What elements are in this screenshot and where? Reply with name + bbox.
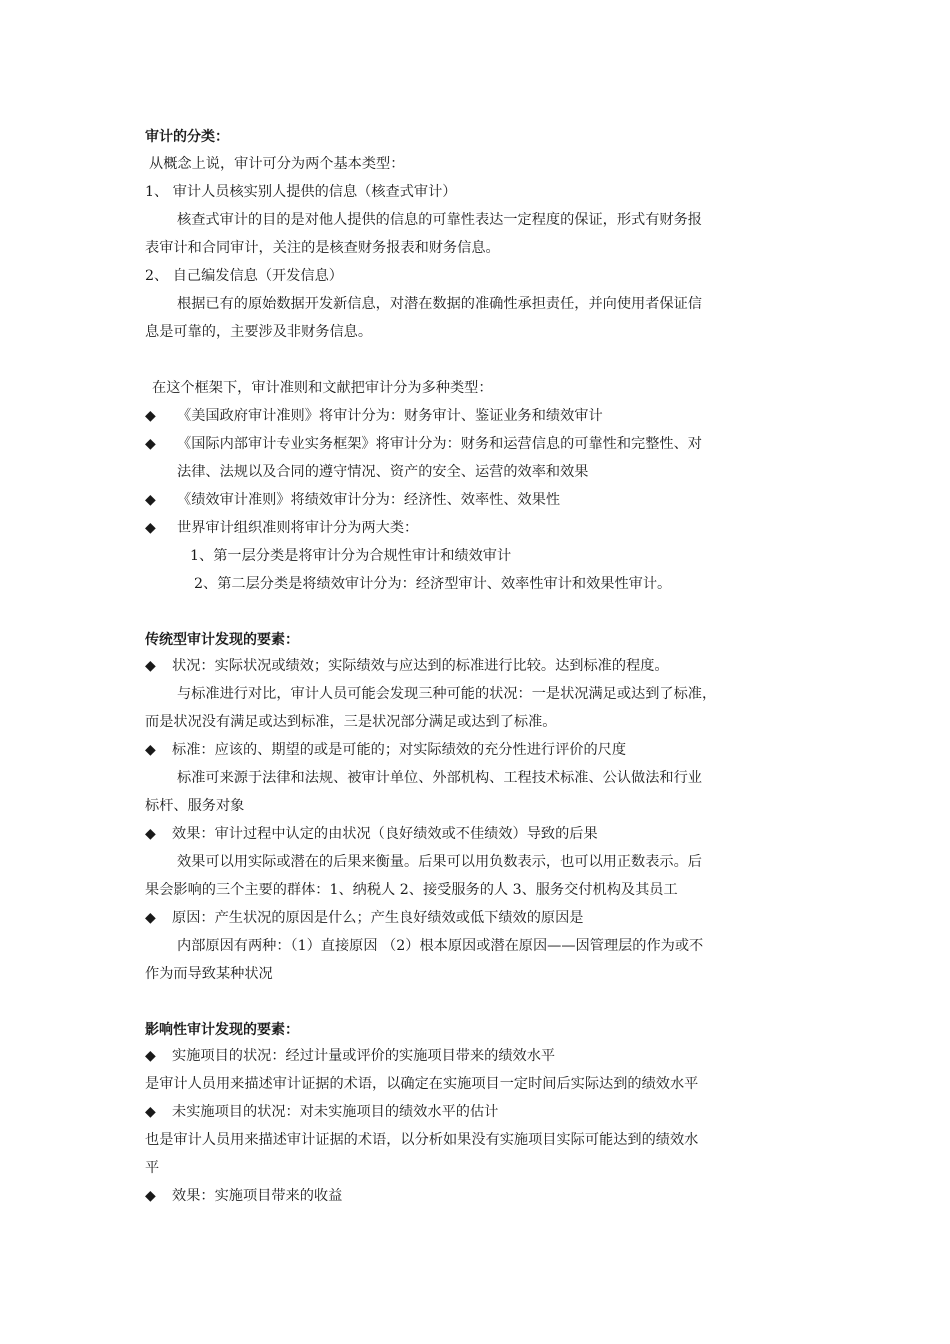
paragraph: 与标准进行对比，审计人员可能会发现三种可能的状况：一是状况满足或达到了标准， [177,686,717,702]
list-item: 效果：审计过程中认定的由状况（良好绩效或不佳绩效）导致的后果 [172,826,598,842]
list-item: 实施项目的状况：经过计量或评价的实施项目带来的绩效水平 [172,1048,556,1064]
list-item: 世界审计组织准则将审计分为两大类： [177,520,419,536]
bullet-icon: ◆ [145,1048,156,1064]
list-item: 原因：产生状况的原因是什么；产生良好绩效或低下绩效的原因是 [172,910,584,926]
heading-traditional: 传统型审计发现的要素： [145,632,299,648]
paragraph: 而是状况没有满足或达到标准，三是状况部分满足或达到了标准。 [145,714,557,730]
list-item: 《国际内部审计专业实务框架》将审计分为：财务和运营信息的可靠性和完整性、对 [177,436,702,452]
list-item: 《美国政府审计准则》将审计分为：财务审计、鉴证业务和绩效审计 [177,408,603,424]
bullet-icon: ◆ [145,658,156,674]
list-item: 标准：应该的、期望的或是可能的；对实际绩效的充分性进行评价的尺度 [172,742,627,758]
sub-item: 2、第二层分类是将绩效审计分为：经济型审计、效率性审计和效果性审计。 [194,576,672,592]
list-item: 《绩效审计准则》将绩效审计分为：经济性、效率性、效果性 [177,492,561,508]
paragraph: 果会影响的三个主要的群体：1、纳税人 2、接受服务的人 3、服务交付机构及其员工 [145,882,678,898]
list-item: 未实施项目的状况：对未实施项目的绩效水平的估计 [172,1104,499,1120]
bullet-icon: ◆ [145,436,156,452]
paragraph: 内部原因有两种：（1）直接原因 （2）根本原因或潜在原因——因管理层的作为或不 [177,938,704,954]
paragraph: 息是可靠的，主要涉及非财务信息。 [145,324,373,340]
paragraph: 是审计人员用来描述审计证据的术语，以确定在实施项目一定时间后实际达到的绩效水平 [145,1076,699,1092]
paragraph: 标杆、服务对象 [145,798,245,814]
heading-impact: 影响性审计发现的要素： [145,1022,299,1038]
list-item: 状况：实际状况或绩效；实际绩效与应达到的标准进行比较。达到标准的程度。 [172,658,669,674]
paragraph: 核查式审计的目的是对他人提供的信息的可靠性表达一定程度的保证，形式有财务报 [177,212,702,228]
paragraph: 平 [145,1160,160,1176]
paragraph: 也是审计人员用来描述审计证据的术语，以分析如果没有实施项目实际可能达到的绩效水 [145,1132,699,1148]
bullet-icon: ◆ [145,520,156,536]
paragraph: 在这个框架下，审计准则和文献把审计分为多种类型： [152,380,493,396]
bullet-icon: ◆ [145,826,156,842]
heading-classification: 审计的分类： [145,129,229,145]
bullet-icon: ◆ [145,1188,156,1204]
paragraph: 效果可以用实际或潜在的后果来衡量。后果可以用负数表示，也可以用正数表示。后 [177,854,702,870]
paragraph: 根据已有的原始数据开发新信息，对潜在数据的准确性承担责任，并向使用者保证信 [177,296,702,312]
paragraph: 标准可来源于法律和法规、被审计单位、外部机构、工程技术标准、公认做法和行业 [177,770,702,786]
list-item-continuation: 法律、法规以及合同的遵守情况、资产的安全、运营的效率和效果 [177,464,589,480]
sub-item: 1、第一层分类是将审计分为合规性审计和绩效审计 [190,548,512,564]
bullet-icon: ◆ [145,1104,156,1120]
bullet-icon: ◆ [145,910,156,926]
paragraph: 表审计和合同审计，关注的是核查财务报表和财务信息。 [145,240,500,256]
numbered-item: 1、 审计人员核实别人提供的信息（核查式审计） [145,184,457,200]
bullet-icon: ◆ [145,408,156,424]
list-item: 效果：实施项目带来的收益 [172,1188,343,1204]
paragraph: 作为而导致某种状况 [145,966,273,982]
bullet-icon: ◆ [145,492,156,508]
numbered-item: 2、 自己编发信息（开发信息） [145,268,343,284]
paragraph: 从概念上说，审计可分为两个基本类型： [149,156,405,172]
bullet-icon: ◆ [145,742,156,758]
